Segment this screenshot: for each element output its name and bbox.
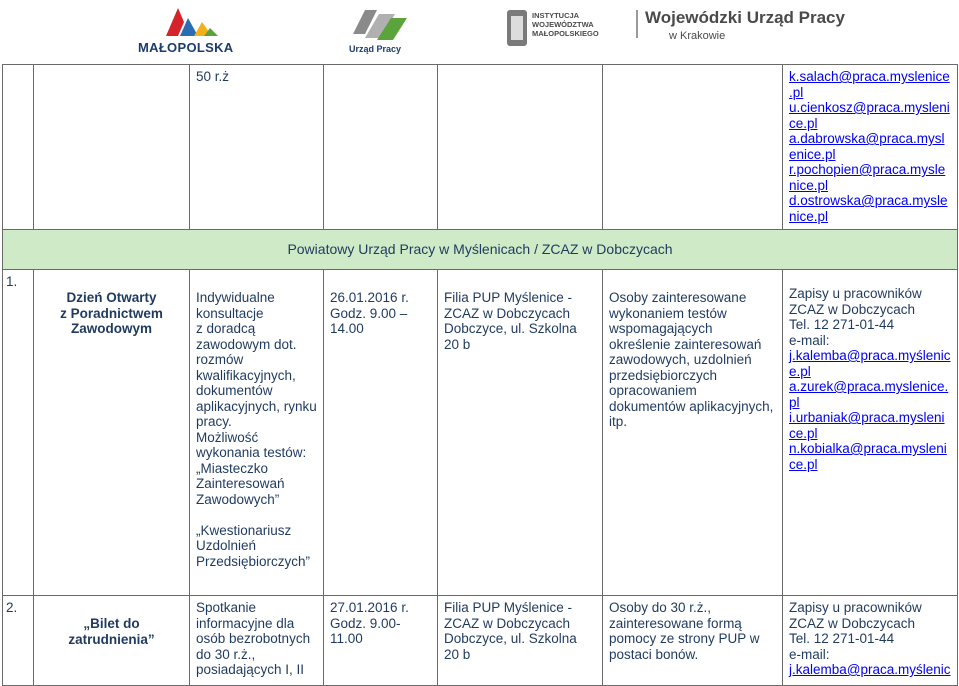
email-links[interactable]: k.salach@praca.myslenice .pl u.cienkosz@praca.mysleni ce.pl a.dabrowska@praca.mysl enice.pl r.pochopien@praca.mysle nice.pl d.ostrowska@praca.mysle nice.pl (789, 69, 950, 224)
event-date: 26.01.2016 r. Godz. 9.00 – 14.00 (330, 290, 409, 336)
event-place: Filia PUP Myślenice - ZCAZ w Dobczycach Dobczyce, ul. Szkolna 20 b (444, 290, 577, 352)
event-title: Dzień Otwarty z Poradnictwem Zawodowym (60, 290, 163, 336)
instytucja-emblem-icon (505, 8, 529, 48)
event-target-cell (603, 596, 783, 686)
events-table (2, 64, 958, 686)
instytucja-text: INSTYTUCJA WOJEWÓDZTWA MAŁOPOLSKIEGO (532, 11, 599, 38)
row-number: 1. (3, 270, 34, 596)
row-num-cell (3, 65, 34, 230)
event-desc-cell (190, 596, 324, 686)
event-contact: Zapisy u pracowników ZCAZ w Dobczycach Tel. 12 271-01-44 e-mail: (789, 600, 922, 662)
event-title-cell (34, 596, 190, 686)
urzad-pracy-logo (343, 4, 413, 56)
contact-cell (783, 65, 958, 230)
wup-city: w Krakowie (669, 30, 726, 42)
event-place-cell (438, 596, 603, 686)
event-contact-emails[interactable]: j.kalemba@praca.myślenic e.pl a.zurek@praca.myslenice. pl i.urbaniak@praca.mysleni ce.pl n.kobialka@praca.mysleni ce.pl (789, 348, 951, 472)
section-header: Powiatowy Urząd Pracy w Myślenicach / ZCAZ w Dobczycach (3, 230, 958, 270)
table-row (3, 270, 958, 596)
event-date-cell (324, 596, 438, 686)
event-target: Osoby zainteresowane wykonaniem testów wspomagających określenie zainteresowań zawodowych, uzdolnień przedsiębiorczych opracowaniem dokumentów aplikacyjnych, itp. (609, 290, 774, 429)
age-text: 50 r.ż (196, 69, 230, 84)
event-desc-cell (190, 270, 324, 596)
event-target: Osoby do 30 r.ż., zainteresowane formą pomocy ze strony PUP w postaci bonów. (609, 600, 760, 662)
table-row (3, 65, 958, 230)
event-desc: Spotkanie informacyjne dla osób bezrobotnych do 30 r.ż., posiadających I, II (196, 600, 311, 677)
event-contact-emails[interactable]: j.kalemba@praca.myślenic (789, 662, 951, 677)
wup-title: Wojewódzki Urząd Pracy (645, 8, 845, 27)
event-target-cell (603, 270, 783, 596)
malopolska-logo (138, 4, 244, 56)
logo-bar (0, 0, 959, 62)
title-cell (34, 65, 190, 230)
event-contact-cell (783, 270, 958, 596)
event-date: 27.01.2016 r. Godz. 9.00- 11.00 (330, 600, 409, 646)
event-title: „Bilet do zatrudnienia” (68, 616, 155, 647)
urzad-pracy-logo-text: Urząd Pracy (349, 44, 402, 54)
event-date-cell (324, 270, 438, 596)
section-header-row (3, 230, 958, 270)
desc-cell (190, 65, 324, 230)
event-place: Filia PUP Myślenice - ZCAZ w Dobczycach Dobczyce, ul. Szkolna 20 b (444, 600, 577, 662)
event-desc: Indywidualne konsultacje z doradcą zawodowym dot. rozmów kwalifikacyjnych, dokumentów aplikacyjnych, rynku pracy. Możliwość wykonania testów: „Miasteczko Zainteresowań Zawodowych” „Kwestionariusz Uzdolnień Przedsiębiorczych” (196, 290, 317, 569)
event-title-cell (34, 270, 190, 596)
divider-icon (630, 10, 644, 38)
event-place-cell (438, 270, 603, 596)
event-contact: Zapisy u pracowników ZCAZ w Dobczycach Tel. 12 271-01-44 e-mail: (789, 286, 922, 348)
target-cell (603, 65, 783, 230)
date-cell (324, 65, 438, 230)
row-number: 2. (3, 596, 34, 686)
place-cell (438, 65, 603, 230)
event-contact-cell (783, 596, 958, 686)
malopolska-logo-text: MAŁOPOLSKA (138, 40, 234, 55)
table-row (3, 596, 958, 686)
